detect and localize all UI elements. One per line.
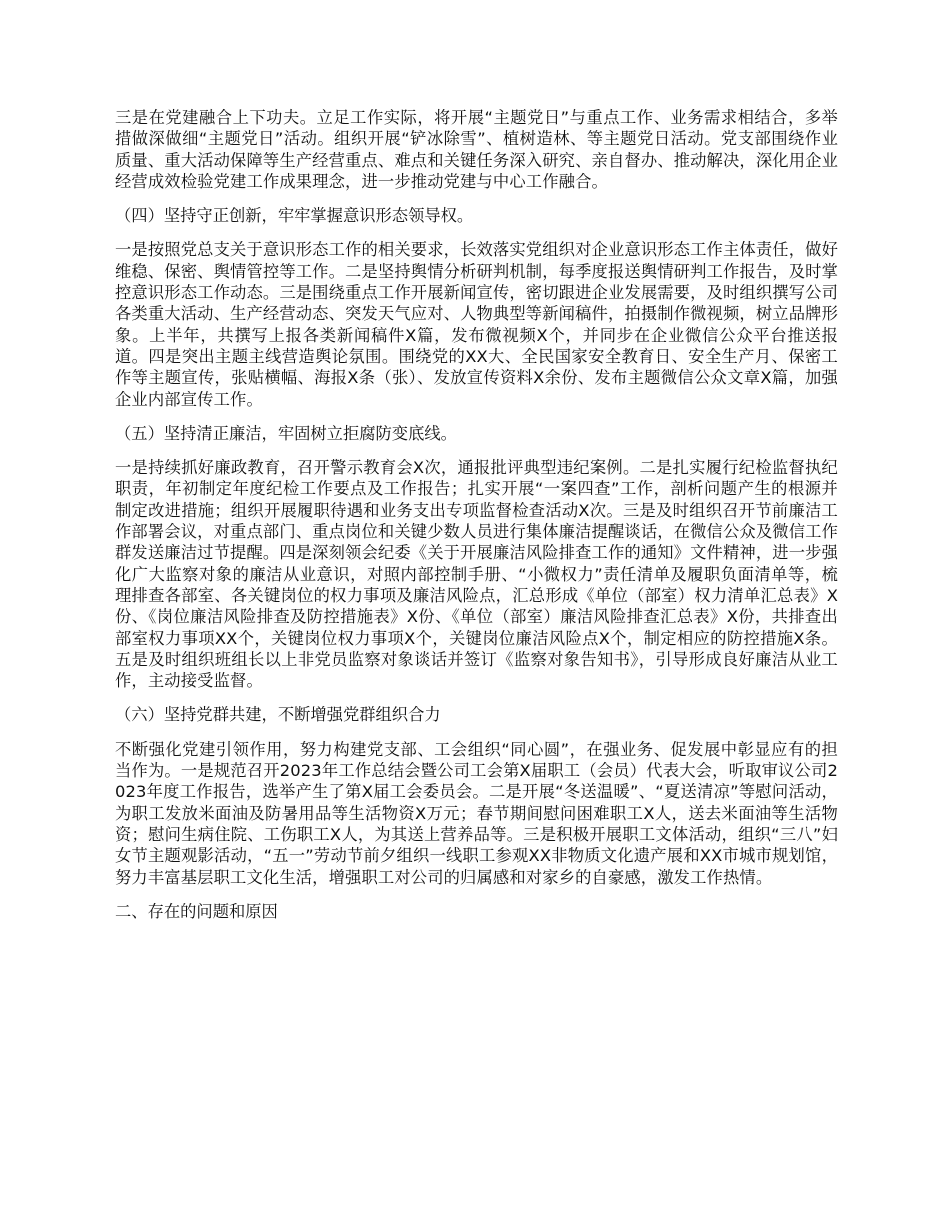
paragraph-union: 不断强化党建引领作用，努力构建党支部、工会组织“同心圆”，在强业务、促发展中彰显应有的担当作为。一是规范召开2023年工作总结会暨公司工会第X届职工（会员）代表大会，听取审议公司2023年度工作报告，选举产生了第X届工会委员会。二是开展“冬送温暖”、“夏送清凉”等慰问活动，为职工发放米面油及防暑用品等生活物资X万元；春节期间慰问困难职工X人，送去米面油等生活物资；慰问生病住院、工伤职工X人，为其送上营养品等。三是积极开展职工文体活动，组织“三八”妇女节主题观影活动，“五一”劳动节前夕组织一线职工参观XX非物质文化遗产展和XX市城市规划馆，努力丰富基层职工文化生活，增强职工对公司的归属感和对家乡的自豪感，激发工作热情。 [115,739,838,887]
section-heading-ideology: （四）坚持守正创新，牢牢掌握意识形态领导权。 [115,206,474,226]
section-heading-union: （六）坚持党群共建，不断增强党群组织合力 [115,705,441,725]
paragraph-party-building-integration: 三是在党建融合上下功夫。立足工作实际，将开展“主题党日”与重点工作、业务需求相结合，多举措做深做细“主题党日”活动。组织开展“铲冰除雪”、植树造林、等主题党日活动。党支部围绕作业质量、重大活动保障等生产经营重点、难点和关键任务深入研究、亲自督办、推动解决，深化用企业经营成效检验党建工作成果理念，进一步推动党建与中心工作融合。 [115,108,838,191]
paragraph-integrity: 一是持续抓好廉政教育，召开警示教育会X次，通报批评典型违纪案例。二是扎实履行纪检监督执纪职责，年初制定年度纪检工作要点及工作报告；扎实开展“一案四查”工作，剖析问题产生的根源并制定改进措施；组织开展履职待遇和业务支出专项监督检查活动X次。三是及时组织召开节前廉洁工作部署会议，对重点部门、重点岗位和关键少数人员进行集体廉洁提醒谈话，在微信公众及微信工作群发送廉洁过节提醒。四是深刻领会纪委《关于开展廉洁风险排查工作的通知》文件精神，进一步强化广大监察对象的廉洁从业意识，对照内部控制手册、“小微权力”责任清单及履职负面清单等，梳理排查各部室、各关键岗位的权力事项及廉洁风险点，汇总形成《单位（部室）权力清单汇总表》X份、《岗位廉洁风险排查及防控措施表》X份、《单位（部室）廉洁风险排查汇总表》X份，共排查出部室权力事项XX个，关键岗位权力事项X个，关键岗位廉洁风险点X个，制定相应的防控措施X条。五是及时组织班组长以上非党员监察对象谈话并签订《监察对象告知书》，引导形成良好廉洁从业工作，主动接受监督。 [115,458,838,691]
section-heading-integrity: （五）坚持清正廉洁，牢固树立拒腐防变底线。 [115,423,457,443]
part-heading-problems: 二、存在的问题和原因 [115,901,278,921]
paragraph-ideology: 一是按照党总支关于意识形态工作的相关要求，长效落实党组织对企业意识形态工作主体责任，做好维稳、保密、舆情管控等工作。二是坚持舆情分析研判机制，每季度报送舆情研判工作报告，及时掌控意识形态工作动态。三是围绕重点工作开展新闻宣传，密切跟进企业发展需要，及时组织撰写公司各类重大活动、生产经营动态、突发天气应对、人物典型等新闻稿件，拍摄制作微视频，树立品牌形象。上半年，共撰写上报各类新闻稿件X篇，发布微视频X个，并同步在企业微信公众平台推送报道。四是突出主题主线营造舆论氛围。围绕党的XX大、全民国家安全教育日、安全生产月、保密工作等主题宣传，张贴横幅、海报X条（张）、发放宣传资料X余份、发布主题微信公众文章X篇，加强企业内部宣传工作。 [115,240,838,409]
